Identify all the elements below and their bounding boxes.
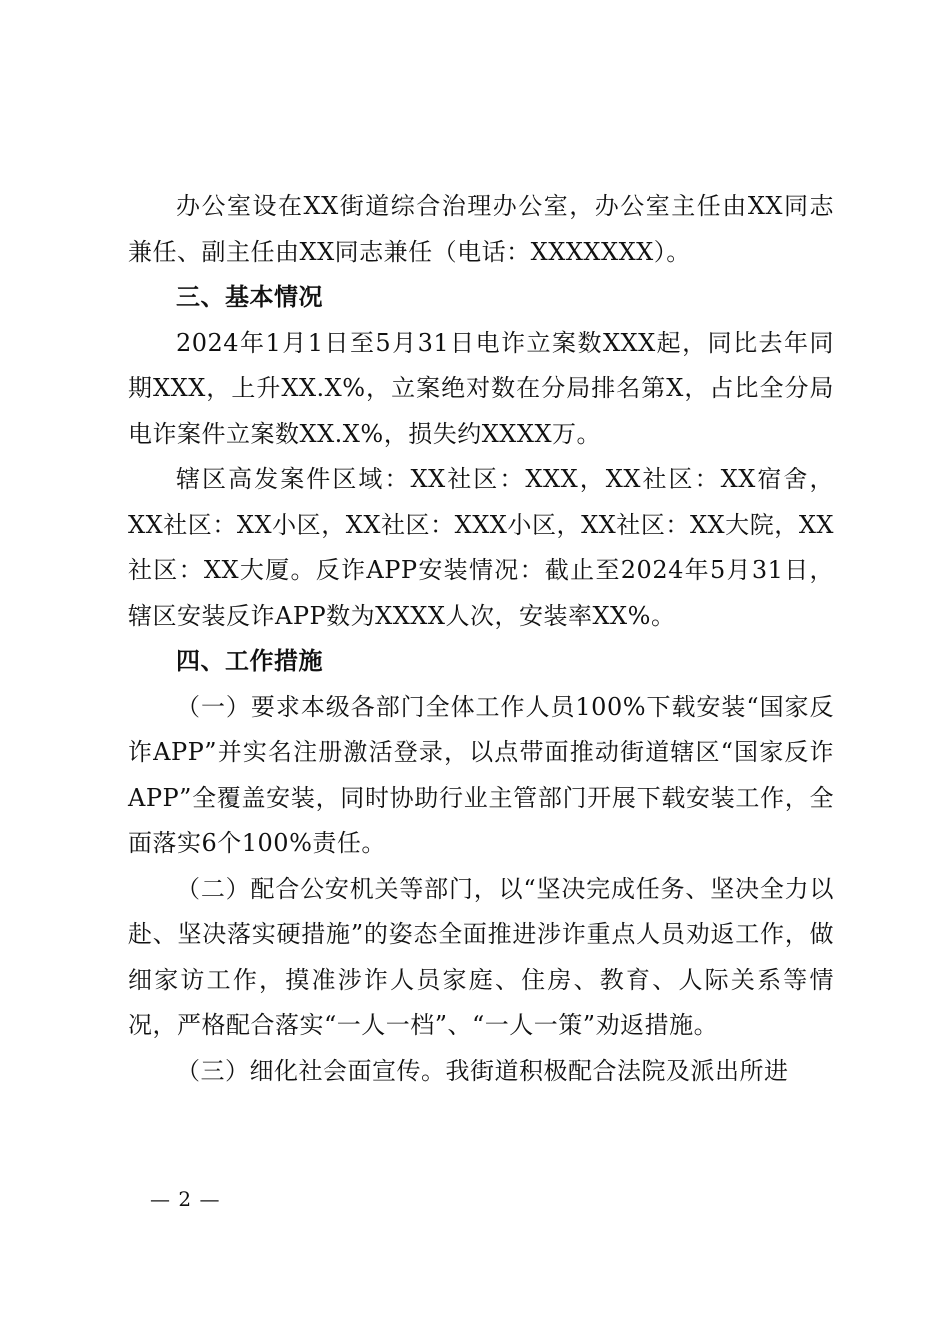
heading-basic-situation: 三、基本情况: [176, 283, 323, 311]
paragraph-measure-2: （二）配合公安机关等部门，以“坚决完成任务、坚决全力以赴、坚决落实硬措施”的姿态全面推进涉诈重点人员劝返工作，做细家访工作，摸准涉诈人员家庭、住房、教育、人际关系等情况，严格配合落实“一人一档”、“一人一策”劝返措施。: [128, 874, 834, 1039]
paragraph-office: 办公室设在XX街道综合治理办公室，办公室主任由XX同志兼任、副主任由XX同志兼任（电话：XXXXXXX）。: [128, 192, 834, 266]
page-number: — 2 —: [150, 1187, 221, 1211]
paragraph-measure-1: （一）要求本级各部门全体工作人员100%下载安装“国家反诈APP”并实名注册激活登录，以点带面推动街道辖区“国家反诈APP”全覆盖安装，同时协助行业主管部门开展下载安装工作，全面落实6个100%责任。: [128, 692, 834, 857]
paragraph-case-statistics: 2024年1月1日至5月31日电诈立案数XXX起，同比去年同期XXX，上升XX.X%，立案绝对数在分局排名第X，占比全分局电诈案件立案数XX.X%，损失约XXXX万。: [128, 328, 834, 448]
paragraph-measure-3: （三）细化社会面宣传。我街道积极配合法院及派出所进: [176, 1056, 789, 1085]
paragraph-high-incidence-areas: 辖区高发案件区域：XX社区：XXX，XX社区：XX宿舍，XX社区：XX小区，XX社区：XXX小区，XX社区：XX大院，XX社区：XX大厦。反诈APP安装情况：截止至2024年5月31日，辖区安装反诈APP数为XXXX人次，安装率XX%。: [128, 465, 834, 630]
heading-work-measures: 四、工作措施: [176, 647, 323, 675]
document-page: [128, 184, 834, 1094]
